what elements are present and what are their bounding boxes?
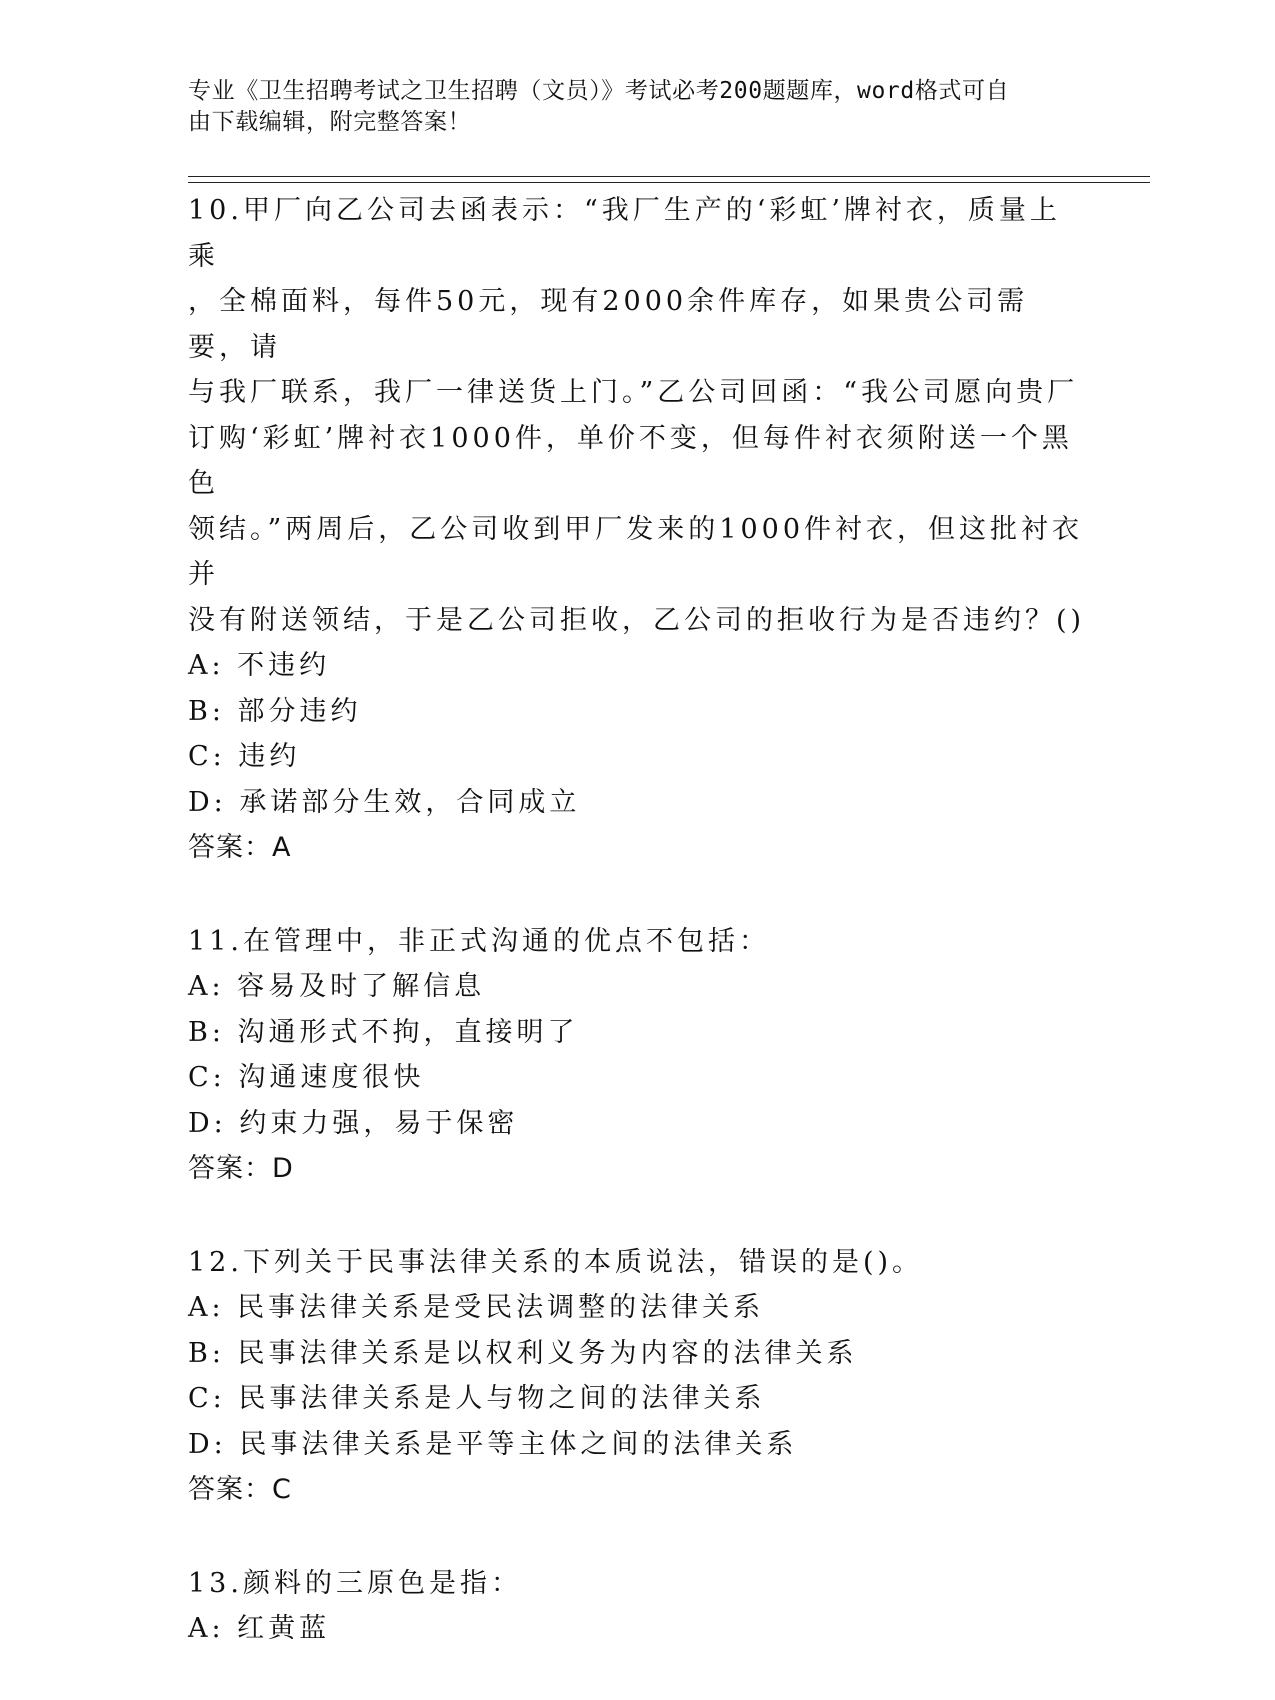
question-stem: 12.下列关于民事法律关系的本质说法，错误的是()。 (188, 1246, 924, 1278)
question-stem: 13.颜料的三原色是指： (188, 1567, 522, 1599)
header-divider-bottom (188, 182, 1150, 183)
option-d: D: 民事法律关系是平等主体之间的法律关系 (188, 1428, 798, 1460)
document-header (188, 76, 1068, 138)
question-13 (188, 1561, 1088, 1652)
header-divider-top (188, 176, 1150, 177)
answer-line: 答案：A (188, 832, 292, 863)
header-line-2: 由下载编辑，附完整答案！ (188, 109, 472, 135)
header-line-1: 专业《卫生招聘考试之卫生招聘（文员）》考试必考200题题库，word格式可自 (188, 78, 1010, 104)
option-b: B: 部分违约 (188, 695, 362, 727)
option-d: D: 承诺部分生效，合同成立 (188, 786, 581, 818)
question-stem: 10.甲厂向乙公司去函表示：“我厂生产的‘彩虹’牌衬衣，质量上乘 ，全棉面料，每件50元，现有2000余件库存，如果贵公司需要，请 与我厂联系，我厂一律送货上门。”乙公司回函：“我公司愿向贵厂 订购‘彩虹’牌衬衣1000件，单价不变，但每件衬衣须附送一个黑色 领结。”两周后，乙公司收到甲厂发来的1000件衬衣，但这批衬衣并 没有附送领结，于是乙公司拒收，乙公司的拒收行为是否违约？() (188, 195, 1086, 636)
option-a: A: 容易及时了解信息 (188, 971, 486, 1002)
answer-line: 答案：D (188, 1153, 294, 1184)
option-d: D: 约束力强，易于保密 (188, 1107, 519, 1139)
option-a: A: 民事法律关系是受民法调整的法律关系 (188, 1292, 765, 1323)
option-a: A: 不违约 (188, 650, 331, 681)
answer-line: 答案：C (188, 1474, 292, 1505)
option-c: C: 违约 (188, 741, 301, 772)
question-list (188, 188, 1088, 1700)
option-b: B: 民事法律关系是以权利义务为内容的法律关系 (188, 1337, 858, 1369)
option-b: B: 沟通形式不拘，直接明了 (188, 1016, 579, 1048)
question-11 (188, 919, 1088, 1192)
option-a: A: 红黄蓝 (188, 1613, 331, 1644)
question-stem: 11.在管理中，非正式沟通的优点不包括： (188, 925, 770, 957)
question-10 (188, 188, 1088, 871)
question-12 (188, 1240, 1088, 1513)
option-c: C: 民事法律关系是人与物之间的法律关系 (188, 1383, 766, 1414)
option-c: C: 沟通速度很快 (188, 1062, 425, 1093)
